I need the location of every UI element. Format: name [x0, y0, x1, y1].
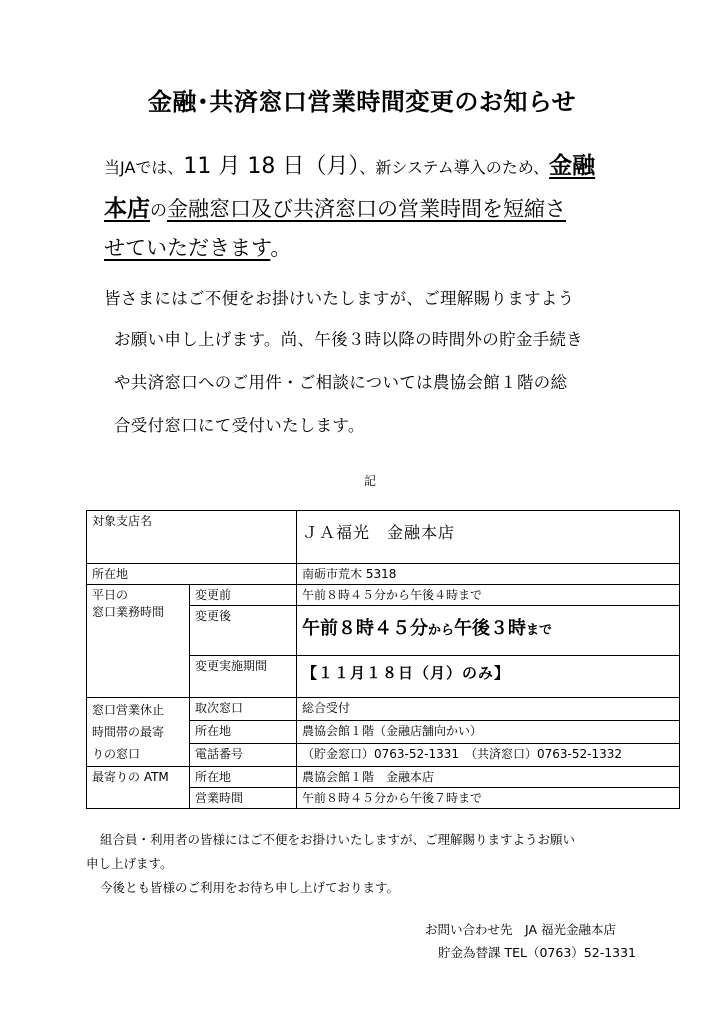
table-row: [87, 767, 680, 788]
contact-name: お問い合わせ先 JA 福光金融本店: [425, 922, 616, 937]
info-table: [86, 510, 680, 809]
intro-line-3: [104, 232, 291, 262]
closed-label-line: りの窓口: [92, 747, 141, 761]
intro-line-1: [104, 147, 595, 180]
after-end: 午後３時: [454, 618, 527, 639]
intro-line-2: [104, 190, 566, 223]
before-label: 変更前: [190, 585, 297, 606]
closed-location-value: 農協会館１階（金融店舗向かい）: [297, 721, 680, 744]
closed-label-line: 窓口営業休止: [92, 703, 165, 717]
branch-label: 対象支店名: [87, 511, 297, 564]
atm-location-value: 農協会館１階 金融本店: [297, 767, 680, 788]
atm-location-label: 所在地: [190, 767, 297, 788]
closed-location-label: 所在地: [190, 721, 297, 744]
atm-hours-label: 営業時間: [190, 788, 297, 809]
intro-highlight: 本店: [104, 196, 150, 222]
handling-value: 総合受付: [297, 698, 680, 721]
notice-title: 金融･共済窓口営業時間変更のお知らせ: [147, 88, 577, 116]
paragraph-line: や共済窓口へのご用件・ご相談については農協会館１階の総: [114, 373, 568, 392]
intro-text: せていただきます: [104, 236, 271, 260]
after-until: まで: [526, 623, 553, 638]
before-value: 午前８時４５分から午後４時まで: [297, 585, 680, 606]
branch-value: ＪＡ福光 金融本店: [297, 511, 680, 564]
weekday-label-line: 平日の: [92, 588, 129, 602]
table-row: [87, 698, 680, 721]
closed-label-line: 時間帯の最寄: [92, 725, 165, 739]
period-label: 変更実施期間: [190, 656, 297, 698]
period-value: 【１１月１８日（月）のみ】: [297, 656, 680, 698]
after-value: [297, 606, 680, 656]
intro-highlight: 金融: [549, 153, 596, 179]
footer-line: 組合員・利用者の皆様にはご不便をお掛けいたしますが、ご理解賜りますようお願い: [100, 832, 576, 847]
intro-text: 当JAでは、: [104, 158, 184, 177]
after-label: 変更後: [190, 606, 297, 656]
table-row: [87, 564, 680, 585]
intro-text: 金融窓口及び共済窓口の営業時間を短縮さ: [167, 197, 566, 221]
after-from: から: [428, 623, 455, 638]
intro-text: 、新システム導入のため、: [359, 158, 550, 177]
paragraph-line: 合受付窓口にて受付いたします。: [114, 416, 365, 435]
location-label: 所在地: [87, 564, 297, 585]
intro-text: 。: [270, 236, 292, 260]
footer-line: 今後とも皆様のご利用をお待ち申し上げております。: [100, 880, 400, 895]
footer-line: 申し上げます。: [86, 856, 173, 871]
paragraph-line: 皆さまにはご不便をお掛けいたしますが、ご理解賜りますよう: [104, 289, 575, 308]
atm-label: 最寄りの ATM: [87, 767, 190, 809]
contact-phone: 貯金為替課 TEL（0763）52-1331: [438, 945, 637, 960]
handling-label: 取次窓口: [190, 698, 297, 721]
closed-hours-label: [87, 698, 190, 767]
atm-hours-value: 午前８時４５分から午後７時まで: [297, 788, 680, 809]
phone-value: （貯金窓口）0763-52-1331 （共済窓口）0763-52-1332: [297, 744, 680, 767]
table-row: [87, 511, 680, 564]
paragraph-line: お願い申し上げます。尚、午後３時以降の時間外の貯金手続き: [114, 330, 584, 349]
intro-text: の: [150, 201, 167, 221]
intro-date: 11 月 18 日（月）: [183, 154, 360, 179]
after-start: 午前８時４５分: [302, 618, 428, 639]
weekday-label-line: 窓口業務時間: [92, 605, 165, 619]
location-value: 南砺市荒木 5318: [297, 564, 680, 585]
ki-marker: 記: [364, 474, 377, 488]
phone-label: 電話番号: [190, 744, 297, 767]
table-row: [87, 585, 680, 606]
weekday-hours-label: [87, 585, 190, 698]
